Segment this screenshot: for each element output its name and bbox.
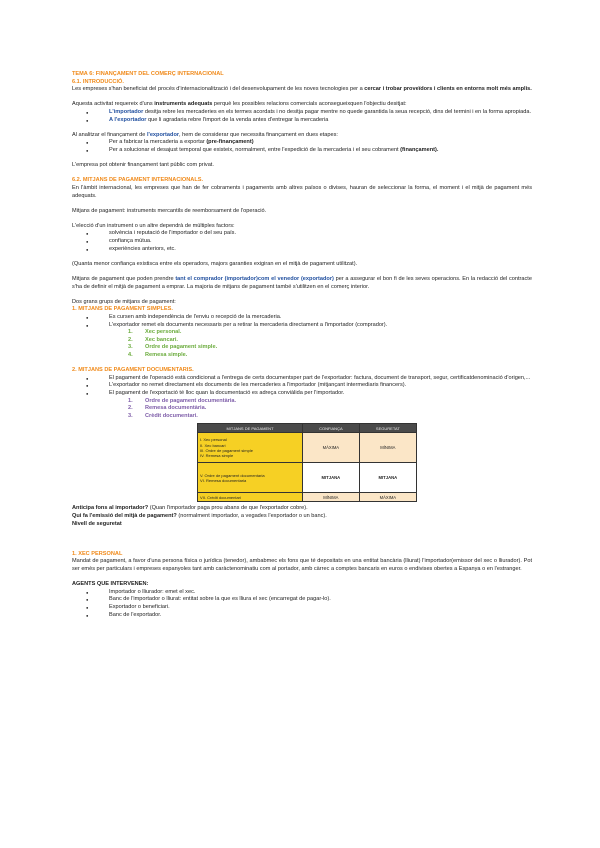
financing-stages-list	[72, 139, 532, 154]
list-item: ● confiança mútua.	[86, 238, 532, 246]
list-item: ● El pagament de l'operació està condicionat a l'entrega de certs documentsper part de l'exportador: factura, document de transport, segur, certificatdenominació d'origen,...	[86, 375, 532, 383]
table-row: I. Xec personal II. Xec bancari III. Ordre de pagament simple IV. Remesa simple MÀXIMA MÍNIMA	[198, 433, 417, 463]
documentary-means-list	[72, 375, 532, 398]
payment-means-paragraph: En l'àmbit internacional, les empreses que han de fer cobraments i pagaments amb altres països o divises, hauran de seleccionar la forma, el moment i el mitjà de pagament més adequats.	[72, 184, 532, 199]
documentary-means-items	[72, 398, 532, 421]
list-item: 2. Xec bancari.	[128, 336, 178, 343]
list-item: ● L'importador desitja rebre les mercaderies en els termes acordats i no desitja pagar mentre no quede garantida la seua recepció, dins del termini i en la forma apropiada.	[86, 109, 532, 117]
groups-intro: Dos grans grups de mitjans de pagament:	[72, 298, 176, 305]
list-item: ● Banc de l'importador o lliurat: entitat sobre la que es lliura el xec (encarregat de pagar-lo).	[86, 596, 532, 604]
personal-check-paragraph: Mandat de pagament, a favor d'una persona física o jurídica (tenedor), ambabmec els fons que té depositats en una entitat bancària (lliurat) l'importador(emissor del xec o lliurador). Pot ser emès per particulars i empreses espanyoles tant amb caràctenominatiu com al portador, amb càrrec a comptes bancaris en euros o endivises obertes a Espanya o en l'estranger.	[72, 558, 532, 573]
table-row: VII. Crèdit documentari MÍNIMA MÀXIMA	[198, 493, 417, 502]
factors-intro: L'elecció d'un instrument o un altre dependrà de múltiples factors:	[72, 222, 235, 229]
document-page	[72, 71, 532, 619]
list-item: 3. Ordre de pagament simple.	[128, 344, 218, 351]
list-item: ● Importador o lliurador: emet el xec.	[86, 589, 532, 597]
personal-check-heading: 1. XEC PERSONAL	[72, 550, 123, 557]
table-header: CONFIANÇA	[303, 424, 360, 433]
intro-paragraph: Les empreses s'han beneficiat del procés d'internacionalització i del desenvolupament de les noves tecnologies per a cercar i trobar proveïdors i clients en entorns molt més amplis.	[72, 86, 532, 93]
chapter-title: TEMA 6: FINANÇAMENT DEL COMERÇ INTERNACIONAL	[72, 71, 224, 77]
definition-paragraph: Mitjans de pagament: instruments mercantils de reemborsament de l'operació.	[72, 207, 267, 214]
simple-means-items	[72, 329, 532, 359]
agents-list	[72, 589, 532, 619]
agents-heading: AGENTS QUE INTERVENEN:	[72, 581, 149, 588]
financing-paragraph: Al analitzar el finançament de l'exportador, hem de considerar que necessita finançament en dues etapes:	[72, 131, 338, 138]
simple-means-heading: 1. MITJANS DE PAGAMENT SIMPLES.	[72, 306, 173, 313]
parties-list	[72, 109, 532, 124]
table-header: MITJANS DE PAGAMENT	[198, 424, 303, 433]
table-row: V. Ordre de pagament documentaria VI. Remesa documentaria MITJANA MITJANA	[198, 463, 417, 493]
simple-means-list	[72, 314, 532, 329]
list-item: 4. Remesa simple.	[128, 351, 188, 358]
question-advance: Anticipa fons al importador? (Quan l'importador paga prou abans de que l'exportador cobre).	[72, 505, 308, 512]
trust-note: (Quanta menor confiança existisca entre els operadors, majors garanties exigiran en el mitjà de pagament utilitzat).	[72, 260, 358, 267]
table-header: SEGURETAT	[359, 424, 416, 433]
list-item: ● Es cursen amb independència de l'enviu o recepció de la mercaderia.	[86, 314, 532, 322]
question-issuer: Qui fa l'emissió del mitjà de pagament? (normalment importador, a vegades l'exportador o un banc).	[72, 512, 327, 519]
payment-means-table	[197, 423, 417, 502]
documentary-means-heading: 2. MITJANS DE PAGAMENT DOCUMENTARIS.	[72, 367, 194, 374]
section-heading-intro: 6.1. INTRODUCCIÓ.	[72, 78, 124, 85]
list-item: 2. Remesa documentària.	[128, 405, 207, 412]
list-item: ● experiències anteriors, etc.	[86, 246, 532, 254]
list-item: ● solvència i reputació de l'importador o del seu país.	[86, 230, 532, 238]
list-item: ● Exportador o beneficiari.	[86, 604, 532, 612]
list-item: 1. Xec personal.	[128, 329, 182, 336]
list-item: ● A l'exportador que li agradaria rebre l'import de la venda antes d'entregar la mercaderia	[86, 117, 532, 125]
section-heading-payment-means: 6.2. MITJANS DE PAGAMENT INTERNACIONALS.	[72, 177, 204, 184]
list-item: ● L'exportador no remet directament els documents de les mercaderies a l'importador (mitjançant intermediaris financers).	[86, 382, 532, 390]
list-item: 3. Crèdit documentari.	[128, 412, 198, 419]
list-item: ● Banc de l'exportador.	[86, 612, 532, 620]
question-security: Nivell de seguretat	[72, 520, 122, 527]
list-item: ● Per a fabricar la mercaderia a exportar (pre-finançament)	[86, 139, 532, 147]
buyer-seller-paragraph: Mitjans de pagament que poden prendre tant el comprador (importador)com el venedor (exportador) per a assegurar el bon fi de les seves operacions. En la redacció del contracte s'ha de definir el mitjà de pagament a emprar. La majoria de mitjans de pagament també s'utilitzen en el comerç interior.	[72, 276, 532, 290]
public-private-paragraph: L'empresa pot obtenir finançament tant públic com privat.	[72, 162, 214, 169]
factors-list	[72, 230, 532, 253]
instruments-paragraph: Aquesta activitat requereix d'uns instruments adequats perquè les possibles relacions comercials aconsegueixquen l'objectiu desitjat:	[72, 101, 407, 108]
list-item: 1. Ordre de pagament documentària.	[128, 397, 237, 404]
list-item: ● Per a solucionar el desajust temporal que existeix, normalment, entre l'expedició de la mercaderia i el seu cobrament (finançament).	[86, 147, 532, 155]
list-item: ● L'exportador remet els documents necessaris per a retirar la mercaderia directament a l'importador (comprador).	[86, 322, 532, 330]
list-item: ● El pagament de l'exportació té lloc quan la documentació es adreça conviàlida per l'importador.	[86, 390, 532, 398]
